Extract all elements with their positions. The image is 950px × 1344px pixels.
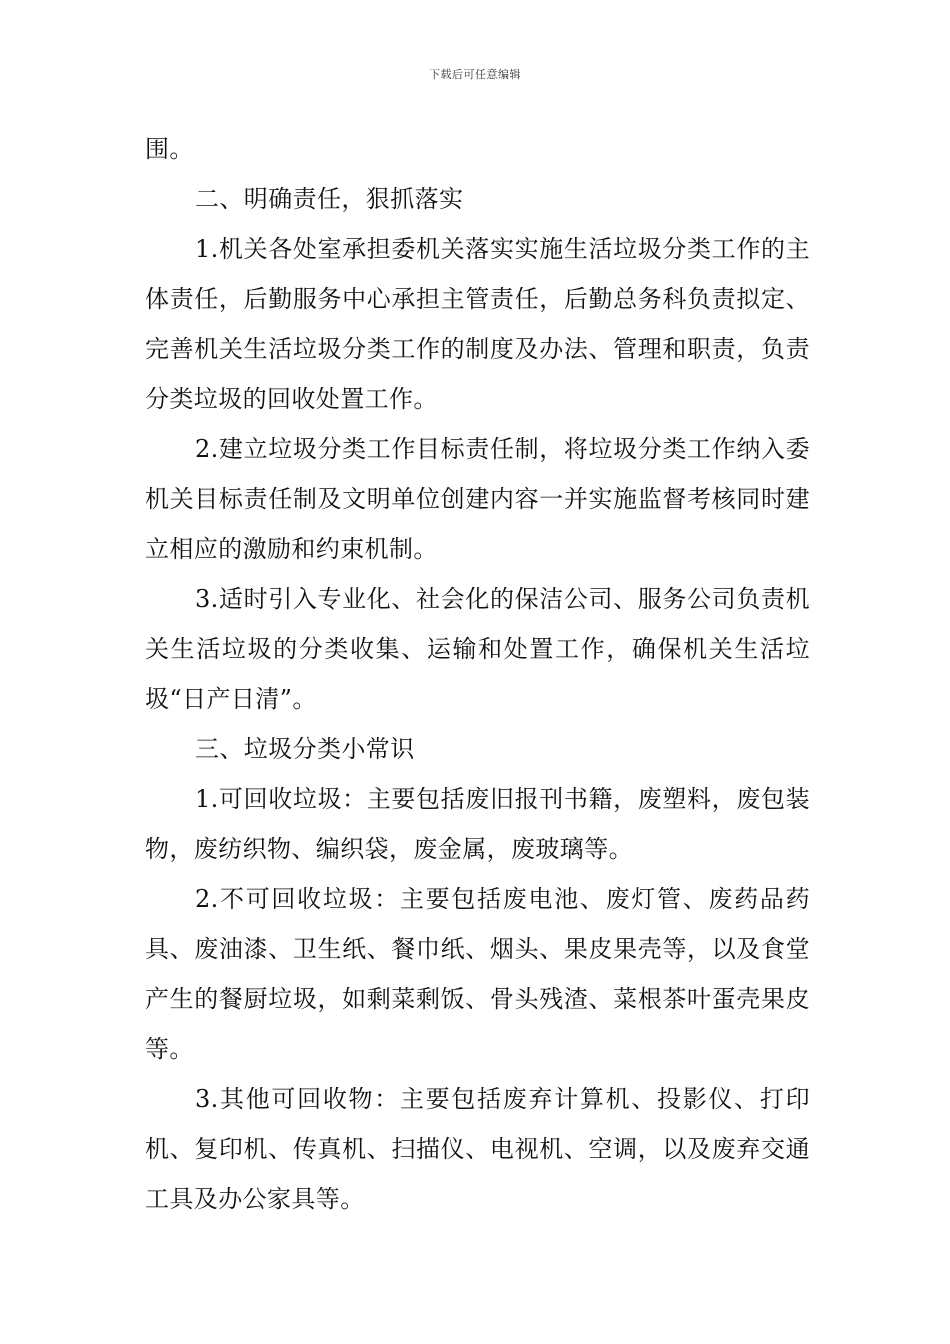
paragraph-responsibility-1: 1.机关各处室承担委机关落实实施生活垃圾分类工作的主体责任，后勤服务中心承担主管责任，后勤总务科负责拟定、完善机关生活垃圾分类工作的制度及办法、管理和职责，负责分类垃圾的回收处置工作。 xyxy=(145,235,810,413)
paragraph-responsibility-2: 2.建立垃圾分类工作目标责任制，将垃圾分类工作纳入委机关目标责任制及文明单位创建内容一并实施监督考核同时建立相应的激励和约束机制。 xyxy=(145,435,810,563)
paragraph-other-recyclable: 3.其他可回收物：主要包括废弃计算机、投影仪、打印机、复印机、传真机、扫描仪、电视机、空调，以及废弃交通工具及办公家具等。 xyxy=(145,1085,810,1213)
paragraph-recyclable: 1.可回收垃圾：主要包括废旧报刊书籍，废塑料，废包装物，废纺织物、编织袋，废金属，废玻璃等。 xyxy=(145,785,810,863)
page-header: 下载后可任意编辑 xyxy=(429,68,521,81)
document-body xyxy=(145,124,810,1224)
section-heading-3: 三、垃圾分类小常识 xyxy=(195,735,415,763)
paragraph-responsibility-3: 3.适时引入专业化、社会化的保洁公司、服务公司负责机关生活垃圾的分类收集、运输和处置工作，确保机关生活垃圾“日产日清”。 xyxy=(145,585,810,713)
paragraph-non-recyclable: 2.不可回收垃圾：主要包括废电池、废灯管、废药品药具、废油漆、卫生纸、餐巾纸、烟头、果皮果壳等，以及食堂产生的餐厨垃圾，如剩菜剩饭、骨头残渣、菜根茶叶蛋壳果皮等。 xyxy=(145,885,810,1063)
section-heading-2: 二、明确责任，狠抓落实 xyxy=(195,185,464,213)
paragraph-continuation: 围。 xyxy=(145,135,194,163)
